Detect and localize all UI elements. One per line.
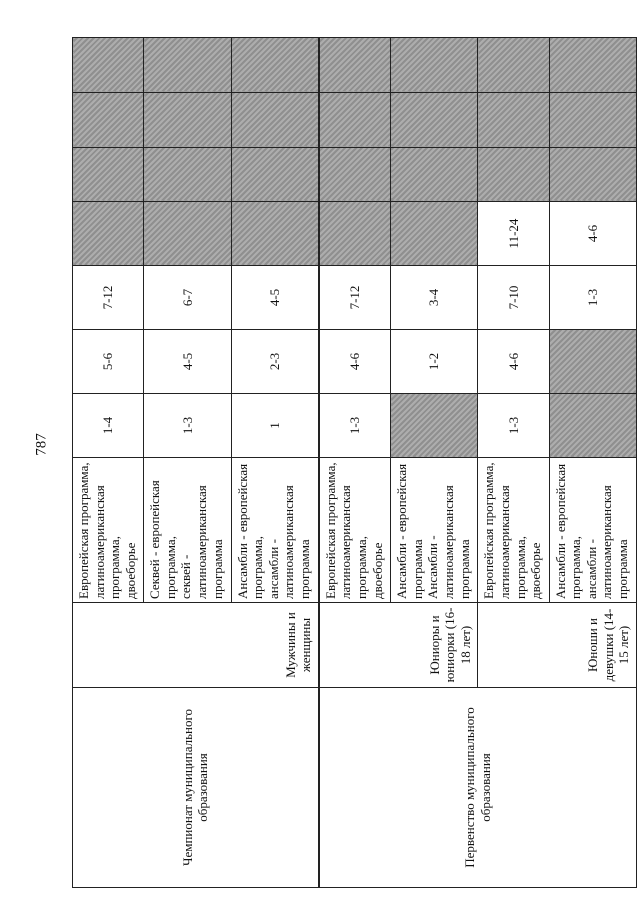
shaded-cell (73, 148, 144, 202)
table-row (73, 38, 144, 888)
rank-cell: 1-3 (478, 394, 549, 458)
shaded-cell (319, 93, 391, 148)
competition-cell: Первенство муниципального образования (319, 688, 637, 888)
program-cell: Европейская программа, латиноамериканская программа, двоеборье (319, 458, 391, 603)
sports-ranks-table (72, 37, 637, 888)
shaded-cell (391, 38, 478, 93)
shaded-cell (144, 38, 231, 93)
shaded-cell (73, 93, 144, 148)
table-row (319, 38, 391, 888)
rank-cell: 1-3 (319, 394, 391, 458)
program-cell: Ансамбли - европейская программа, ансамбли - латиноамериканская программа (549, 458, 636, 603)
rank-cell: 4-6 (319, 330, 391, 394)
shaded-cell (478, 38, 549, 93)
shaded-cell (549, 330, 636, 394)
shaded-cell (549, 93, 636, 148)
shaded-cell (549, 38, 636, 93)
program-cell: Ансамбли - европейская программа, ансамбли - латиноамериканская программа (231, 458, 319, 603)
shaded-cell (144, 202, 231, 266)
rank-cell: 4-6 (478, 330, 549, 394)
rank-cell: 1-3 (144, 394, 231, 458)
rank-cell: 6-7 (144, 266, 231, 330)
shaded-cell (231, 93, 319, 148)
shaded-cell (391, 148, 478, 202)
category-cell: Юниоры и юниорки (16-18 лет) (319, 603, 478, 688)
shaded-cell (73, 202, 144, 266)
program-cell: Ансамбли - европейская программа Ансамбли - латиноамериканская программа (391, 458, 478, 603)
rank-cell: 1-2 (391, 330, 478, 394)
shaded-cell (478, 148, 549, 202)
shaded-cell (391, 202, 478, 266)
rank-cell: 3-4 (391, 266, 478, 330)
page-number: 787 (33, 433, 50, 456)
category-cell: Юноши и девушки (14-15 лет) (478, 603, 637, 688)
shaded-cell (144, 93, 231, 148)
rank-cell: 11-24 (478, 202, 549, 266)
program-cell: Секвей - европейская программа, секвей - латиноамериканская программа (144, 458, 231, 603)
competition-cell: Чемпионат муниципального образования (73, 688, 319, 888)
rotated-table-wrapper (72, 38, 637, 888)
program-cell: Европейская программа, латиноамериканская программа, двоеборье (73, 458, 144, 603)
rank-cell: 7-12 (73, 266, 144, 330)
rank-cell: 1-3 (549, 266, 636, 330)
shaded-cell (319, 38, 391, 93)
rank-cell: 5-6 (73, 330, 144, 394)
shaded-cell (73, 38, 144, 93)
rank-cell: 7-10 (478, 266, 549, 330)
program-cell: Европейская программа, латиноамериканская программа, двоеборье (478, 458, 549, 603)
shaded-cell (549, 148, 636, 202)
rank-cell: 2-3 (231, 330, 319, 394)
shaded-cell (231, 38, 319, 93)
shaded-cell (478, 93, 549, 148)
rank-cell: 4-5 (144, 330, 231, 394)
shaded-cell (144, 148, 231, 202)
category-cell: Мужчины и женщины (73, 603, 319, 688)
rank-cell: 1 (231, 394, 319, 458)
rank-cell: 1-4 (73, 394, 144, 458)
shaded-cell (231, 202, 319, 266)
shaded-cell (549, 394, 636, 458)
rank-cell: 4-5 (231, 266, 319, 330)
rank-cell: 7-12 (319, 266, 391, 330)
shaded-cell (319, 148, 391, 202)
shaded-cell (319, 202, 391, 266)
shaded-cell (391, 394, 478, 458)
shaded-cell (391, 93, 478, 148)
shaded-cell (231, 148, 319, 202)
rank-cell: 4-6 (549, 202, 636, 266)
